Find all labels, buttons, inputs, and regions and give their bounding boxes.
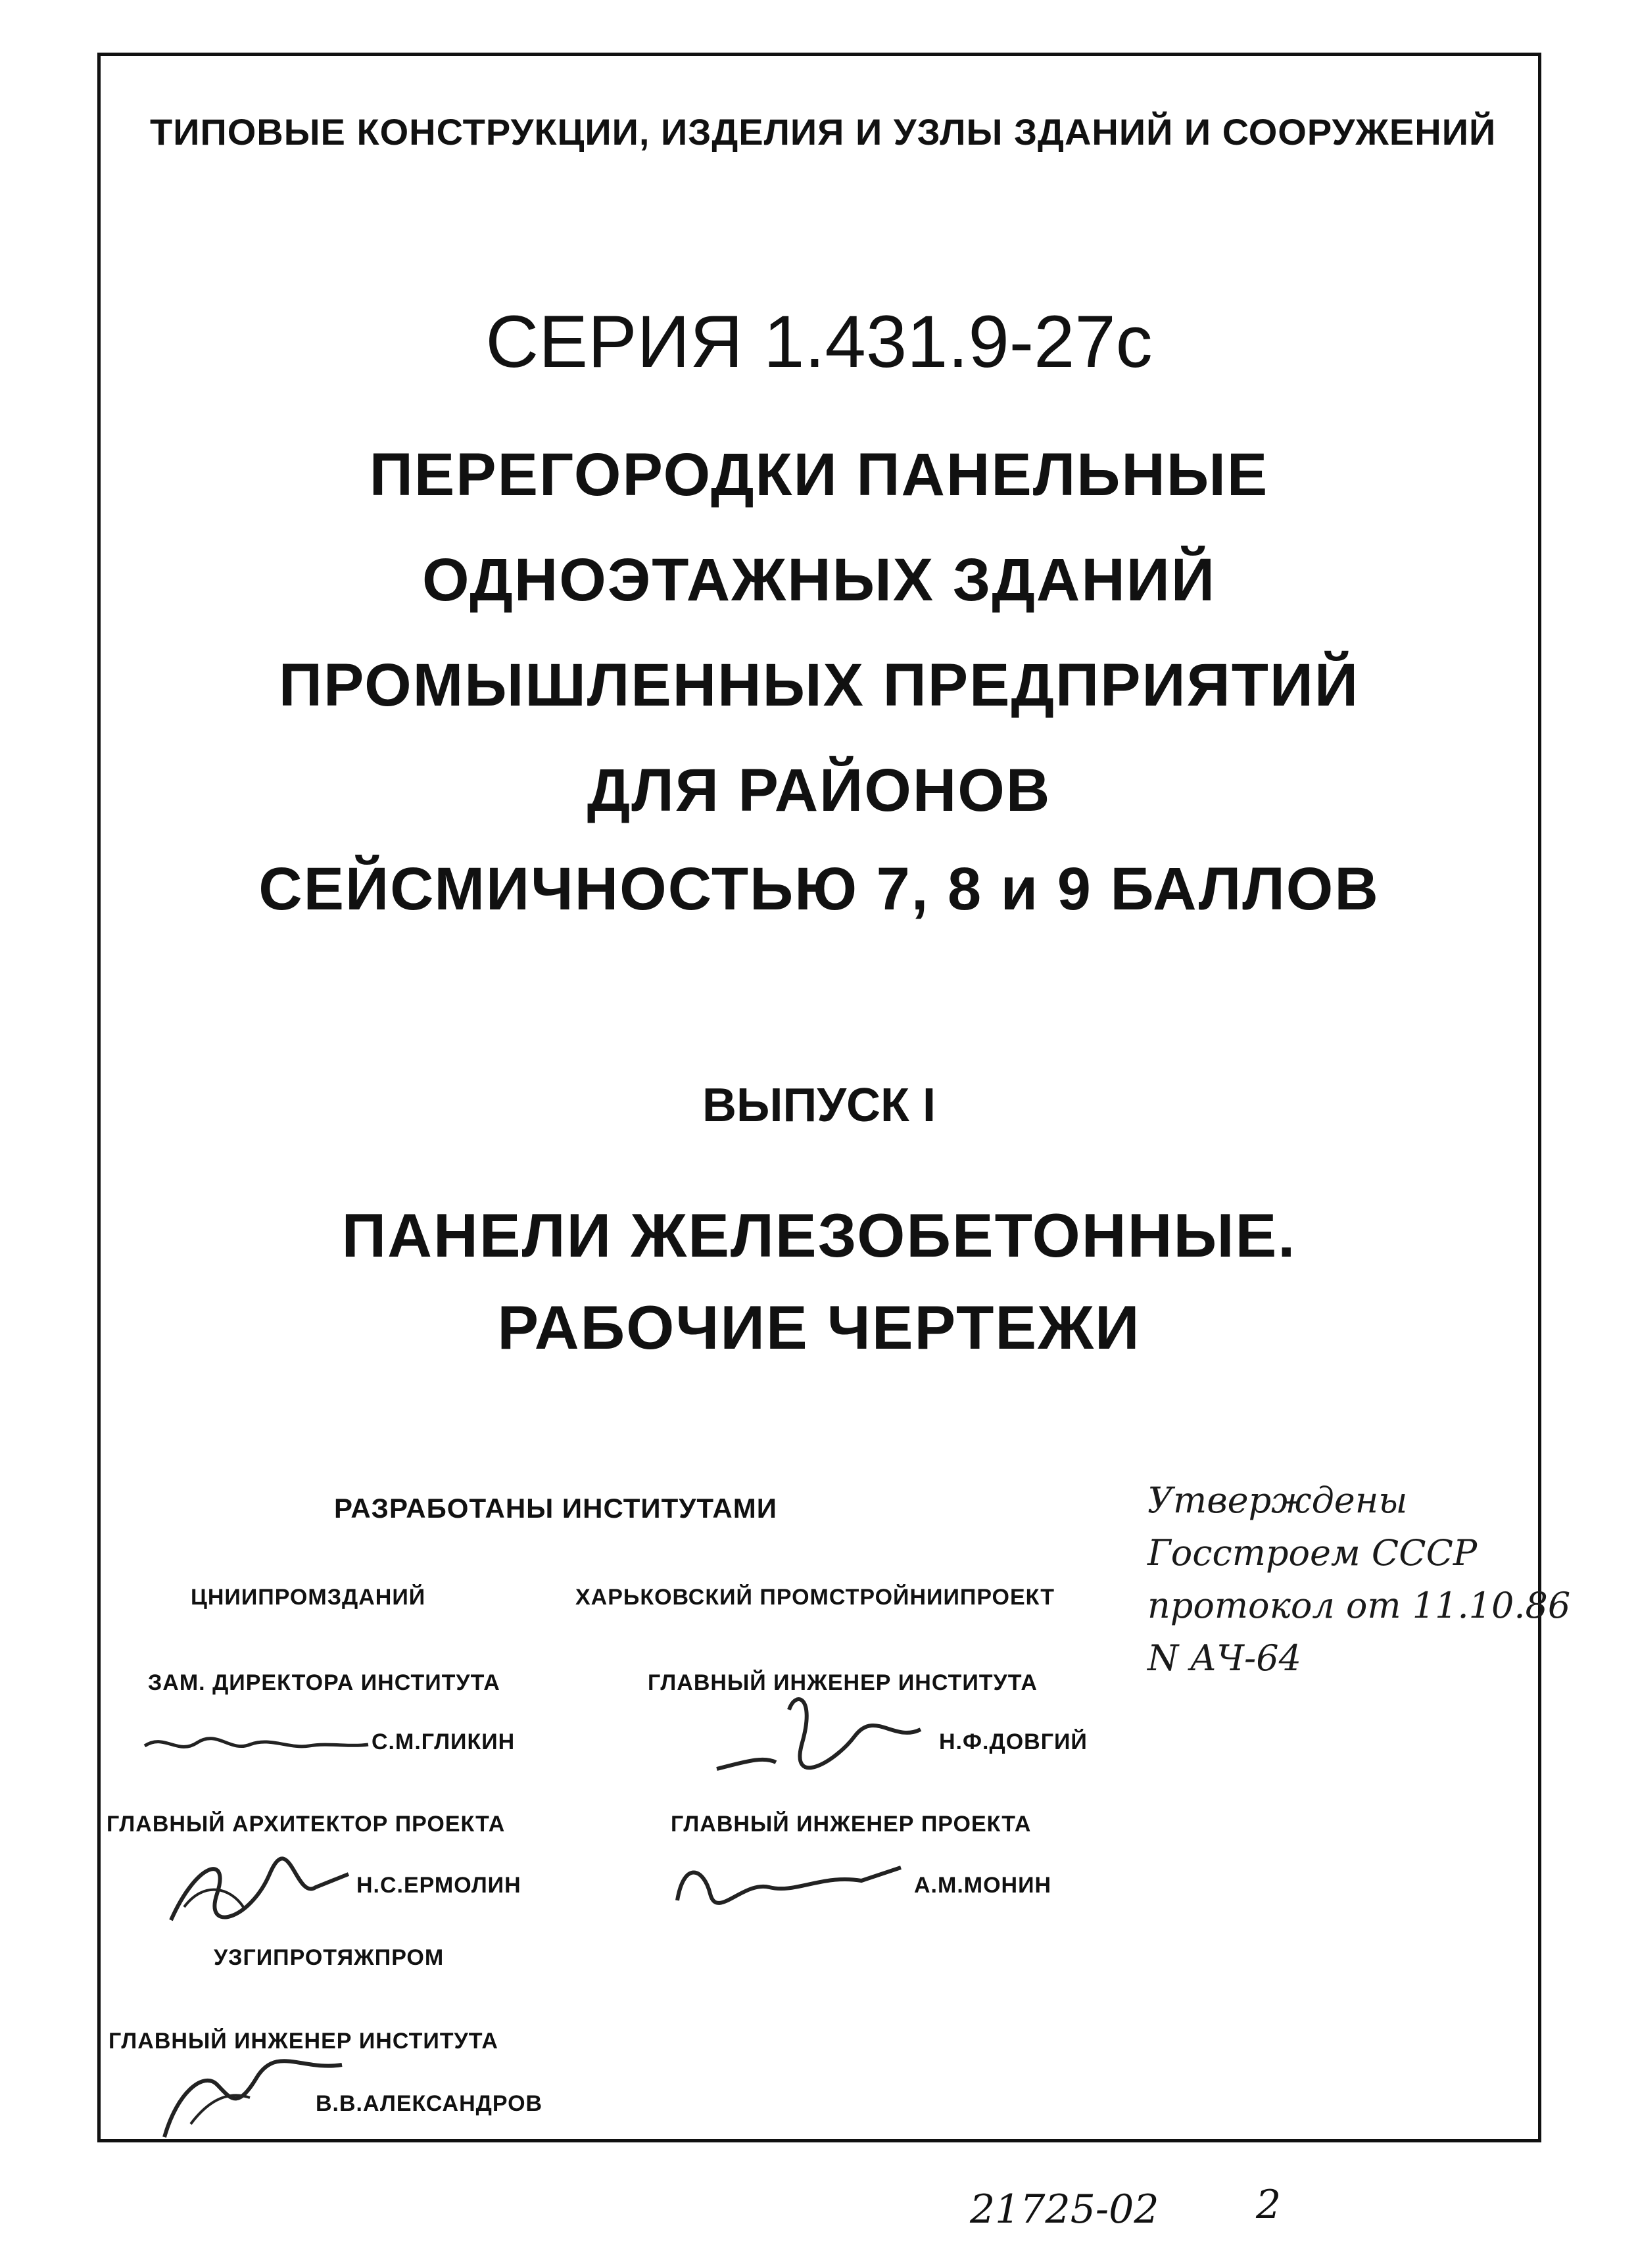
third-role: ГЛАВНЫЙ ИНЖЕНЕР ИНСТИТУТА	[108, 2029, 498, 2054]
signature-dovgiy	[704, 1683, 927, 1782]
signature-aleksandrov	[151, 2045, 349, 2144]
subtitle-line-2: РАБОЧИЕ ЧЕРТЕЖИ	[497, 1293, 1141, 1362]
approval-line-1: Утверждены	[1147, 1480, 1408, 1521]
approval-line-4: N АЧ-64	[1147, 1637, 1302, 1679]
title-line-1: ПЕРЕГОРОДКИ ПАНЕЛЬНЫЕ	[369, 441, 1269, 508]
third-name: В.В.АЛЕКСАНДРОВ	[316, 2091, 543, 2116]
title-line-4: ДЛЯ РАЙОНОВ	[587, 757, 1051, 824]
approval-line-2: Госстроем СССР	[1147, 1532, 1478, 1574]
signature-ermolin	[158, 1848, 355, 1933]
issue-label: ВЫПУСК I	[702, 1079, 936, 1132]
approval-line-3: протокол от 11.10.86	[1147, 1585, 1571, 1626]
left-name-1: С.М.ГЛИКИН	[372, 1729, 516, 1754]
right-role-1: ГЛАВНЫЙ ИНЖЕНЕР ИНСТИТУТА	[648, 1670, 1038, 1695]
institute-third: УЗГИПРОТЯЖПРОМ	[214, 1945, 445, 1970]
series-title: СЕРИЯ 1.431.9-27с	[485, 301, 1153, 383]
institute-right: ХАРЬКОВСКИЙ ПРОМСТРОЙНИИПРОЕКТ	[575, 1585, 1055, 1610]
right-name-2: А.М.МОНИН	[914, 1873, 1052, 1898]
header-title: ТИПОВЫЕ КОНСТРУКЦИИ, ИЗДЕЛИЯ И УЗЛЫ ЗДАНИЙ И СООРУЖЕНИЙ	[150, 111, 1497, 153]
institute-left: ЦНИИПРОМЗДАНИЙ	[191, 1585, 426, 1610]
left-role-1: ЗАМ. ДИРЕКТОРА ИНСТИТУТА	[148, 1670, 500, 1695]
developed-by-heading: РАЗРАБОТАНЫ ИНСТИТУТАМИ	[334, 1493, 777, 1524]
title-line-2: ОДНОЭТАЖНЫХ ЗДАНИЙ	[422, 546, 1216, 614]
document-number: 21725-02	[970, 2186, 1159, 2232]
page-number: 2	[1256, 2182, 1282, 2228]
signature-glikin	[138, 1720, 375, 1766]
right-role-2: ГЛАВНЫЙ ИНЖЕНЕР ПРОЕКТА	[671, 1812, 1032, 1837]
title-line-5: СЕЙСМИЧНОСТЬЮ 7, 8 и 9 БАЛЛОВ	[258, 856, 1380, 923]
subtitle-line-1: ПАНЕЛИ ЖЕЛЕЗОБЕТОННЫЕ.	[341, 1201, 1297, 1270]
right-name-1: Н.Ф.ДОВГИЙ	[939, 1729, 1088, 1754]
left-role-2: ГЛАВНЫЙ АРХИТЕКТОР ПРОЕКТА	[107, 1812, 506, 1837]
title-line-3: ПРОМЫШЛЕННЫХ ПРЕДПРИЯТИЙ	[278, 652, 1360, 719]
signature-monin	[664, 1841, 914, 1920]
left-name-2: Н.С.ЕРМОЛИН	[356, 1873, 521, 1898]
